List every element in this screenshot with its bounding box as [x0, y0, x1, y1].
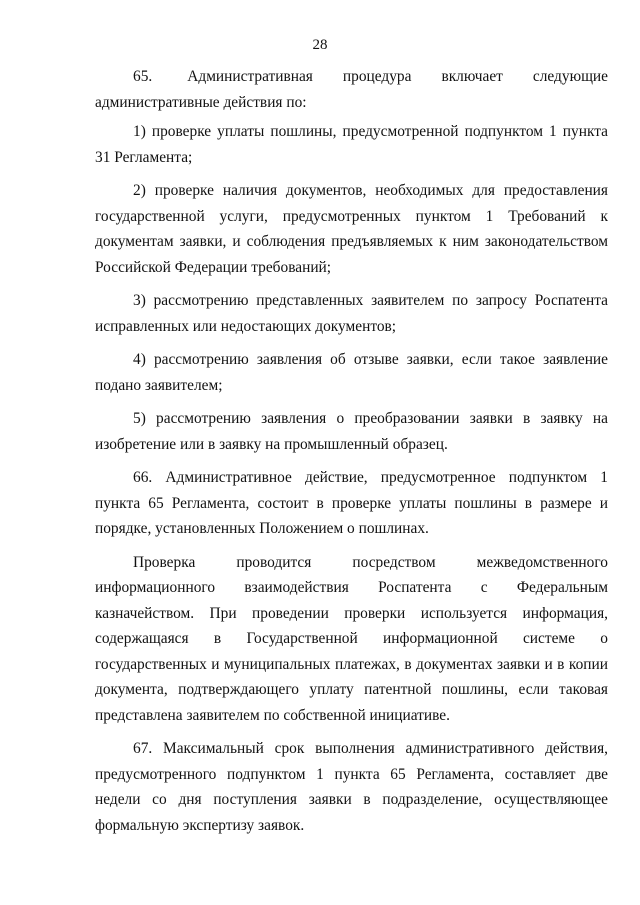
paragraph-65-intro: 65. Административная процедура включает следующие административные действия по: [95, 68, 608, 111]
list-item-1: 1) проверке уплаты пошлины, предусмотренной подпунктом 1 пункта 31 Регламента; [95, 123, 608, 166]
list-item-2: 2) проверке наличия документов, необходимых для предоставления государственной услуги, предусмотренных пунктом 1 Требований к документам заявки, и соблюдения предъявляемых к ним законодательством Российской Федерации требований; [95, 182, 608, 276]
document-body [95, 64, 608, 846]
paragraph-66: 66. Административное действие, предусмотренное подпунктом 1 пункта 65 Регламента, состоит в проверке уплаты пошлины в размере и порядке, установленных Положением о пошлинах. [95, 469, 608, 537]
list-item-5: 5) рассмотрению заявления о преобразовании заявки в заявку на изобретение или в заявку на промышленный образец. [95, 410, 608, 453]
list-item-3: 3) рассмотрению представленных заявителем по запросу Роспатента исправленных или недостающих документов; [95, 292, 608, 335]
paragraph-67: 67. Максимальный срок выполнения административного действия, предусмотренного подпунктом 1 пункта 65 Регламента, составляет две недели со дня поступления заявки в подразделение, осуществляющее формальную экспертизу заявок. [95, 740, 608, 834]
list-item-4: 4) рассмотрению заявления об отзыве заявки, если такое заявление подано заявителем; [95, 351, 608, 394]
paragraph-verification: Проверка проводится посредством межведомственного информационного взаимодействия Роспатента с Федеральным казначейством. При проведении проверки используется информация, содержащаяся в Государственной информационной системе о государственных и муниципальных платежах, в документах заявки и в копии документа, подтверждающего уплату патентной пошлины, если таковая представлена заявителем по собственной инициативе. [95, 553, 608, 724]
page-number: 28 [312, 37, 328, 53]
